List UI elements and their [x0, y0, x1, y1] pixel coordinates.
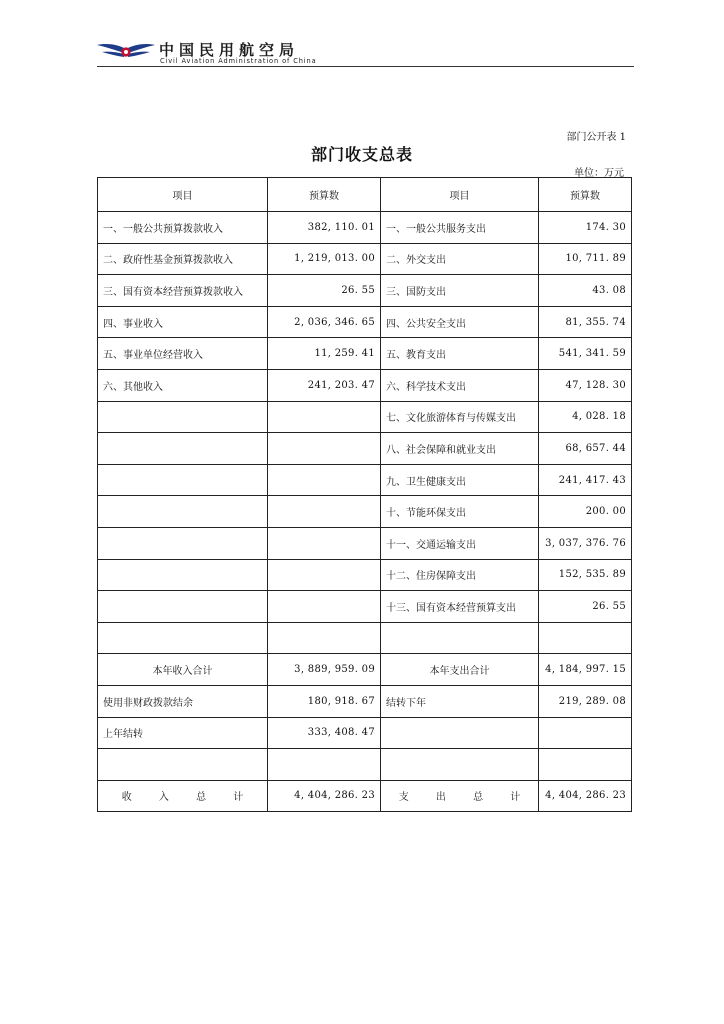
expense-amount: 541, 341. 59	[539, 338, 632, 370]
expense-amount: 174. 30	[539, 212, 632, 244]
expense-item: 七、文化旅游体育与传媒支出	[381, 401, 539, 433]
letterhead	[97, 38, 634, 66]
income-item: 二、政府性基金预算拨款收入	[98, 243, 268, 275]
income-item	[98, 464, 268, 496]
header-expense-budget: 预算数	[539, 178, 632, 212]
unit-label: 单位：万元	[574, 168, 624, 179]
grand-income-total-label: 收 入 总 计	[98, 780, 268, 812]
income-item	[98, 527, 268, 559]
income-amount: 241, 203. 47	[268, 369, 381, 401]
expense-amount: 47, 128. 30	[539, 369, 632, 401]
blank-row	[98, 622, 632, 654]
expense-amount: 26. 55	[539, 591, 632, 623]
header-income-item: 项目	[98, 178, 268, 212]
revenue-expenditure-table	[97, 177, 632, 812]
expense-item: 一、一般公共服务支出	[381, 212, 539, 244]
table-row	[98, 306, 632, 338]
nonfiscal-balance-amount: 180, 918. 67	[268, 685, 381, 717]
prev-year-carry-label: 上年结转	[98, 717, 268, 749]
income-item	[98, 401, 268, 433]
expense-amount: 200. 00	[539, 496, 632, 528]
expense-amount: 4, 028. 18	[539, 401, 632, 433]
organization-name-en: Civil Aviation Administration of China	[160, 57, 317, 65]
expense-item: 六、科学技术支出	[381, 369, 539, 401]
table-row	[98, 369, 632, 401]
expense-amount: 3, 037, 376. 76	[539, 527, 632, 559]
income-amount	[268, 496, 381, 528]
prev-carry-row	[98, 717, 632, 749]
income-amount: 11, 259. 41	[268, 338, 381, 370]
expense-item: 四、公共安全支出	[381, 306, 539, 338]
income-amount: 2, 036, 346. 65	[268, 306, 381, 338]
table-row	[98, 212, 632, 244]
table-number: 部门公开表 1	[566, 132, 626, 143]
year-income-total-amount: 3, 889, 959. 09	[268, 654, 381, 686]
table-row	[98, 527, 632, 559]
grand-income-total-amount: 4, 404, 286. 23	[268, 780, 381, 812]
table-row	[98, 496, 632, 528]
income-item	[98, 433, 268, 465]
expense-item: 十二、住房保障支出	[381, 559, 539, 591]
expense-amount: 10, 711. 89	[539, 243, 632, 275]
table-row	[98, 433, 632, 465]
table-header-row	[98, 178, 632, 212]
balance-row	[98, 685, 632, 717]
year-income-total-label: 本年收入合计	[98, 654, 268, 686]
header-expense-item: 项目	[381, 178, 539, 212]
income-item: 四、事业收入	[98, 306, 268, 338]
income-item: 三、国有资本经营预算拨款收入	[98, 275, 268, 307]
income-amount	[268, 401, 381, 433]
income-amount: 26. 55	[268, 275, 381, 307]
expense-amount: 68, 657. 44	[539, 433, 632, 465]
grand-expense-total-amount: 4, 404, 286. 23	[539, 780, 632, 812]
income-amount: 382, 110. 01	[268, 212, 381, 244]
income-item	[98, 496, 268, 528]
table-row	[98, 591, 632, 623]
year-total-row	[98, 654, 632, 686]
expense-item: 十一、交通运输支出	[381, 527, 539, 559]
table-row	[98, 275, 632, 307]
income-amount	[268, 559, 381, 591]
nonfiscal-balance-label: 使用非财政拨款结余	[98, 685, 268, 717]
year-expense-total-label: 本年支出合计	[381, 654, 539, 686]
document-title: 部门收支总表	[310, 145, 413, 164]
header-income-budget: 预算数	[268, 178, 381, 212]
expense-amount: 241, 417. 43	[539, 464, 632, 496]
income-item: 一、一般公共预算拨款收入	[98, 212, 268, 244]
organization-name-cn: 中国民用航空局	[159, 41, 300, 59]
table-row	[98, 243, 632, 275]
income-amount	[268, 464, 381, 496]
expense-item: 十三、国有资本经营预算支出	[381, 591, 539, 623]
expense-item: 五、教育支出	[381, 338, 539, 370]
income-item: 六、其他收入	[98, 369, 268, 401]
expense-item: 八、社会保障和就业支出	[381, 433, 539, 465]
expense-item: 九、卫生健康支出	[381, 464, 539, 496]
table-row	[98, 464, 632, 496]
grand-expense-total-label: 支 出 总 计	[381, 780, 539, 812]
expense-item: 二、外交支出	[381, 243, 539, 275]
income-item	[98, 559, 268, 591]
expense-amount: 152, 535. 89	[539, 559, 632, 591]
income-item	[98, 591, 268, 623]
table-row	[98, 559, 632, 591]
year-expense-total-amount: 4, 184, 997. 15	[539, 654, 632, 686]
income-amount: 1, 219, 013. 00	[268, 243, 381, 275]
expense-amount: 43. 08	[539, 275, 632, 307]
income-amount	[268, 433, 381, 465]
expense-amount: 81, 355. 74	[539, 306, 632, 338]
carry-next-year-amount: 219, 289. 08	[539, 685, 632, 717]
expense-item: 十、节能环保支出	[381, 496, 539, 528]
expense-item: 三、国防支出	[381, 275, 539, 307]
prev-year-carry-amount: 333, 408. 47	[268, 717, 381, 749]
table-row	[98, 401, 632, 433]
caac-wings-logo-icon	[97, 40, 155, 62]
header-divider	[97, 66, 634, 67]
blank-row	[98, 749, 632, 781]
grand-total-row	[98, 780, 632, 812]
income-amount	[268, 527, 381, 559]
table-row	[98, 338, 632, 370]
income-item: 五、事业单位经营收入	[98, 338, 268, 370]
carry-next-year-label: 结转下年	[381, 685, 539, 717]
income-amount	[268, 591, 381, 623]
